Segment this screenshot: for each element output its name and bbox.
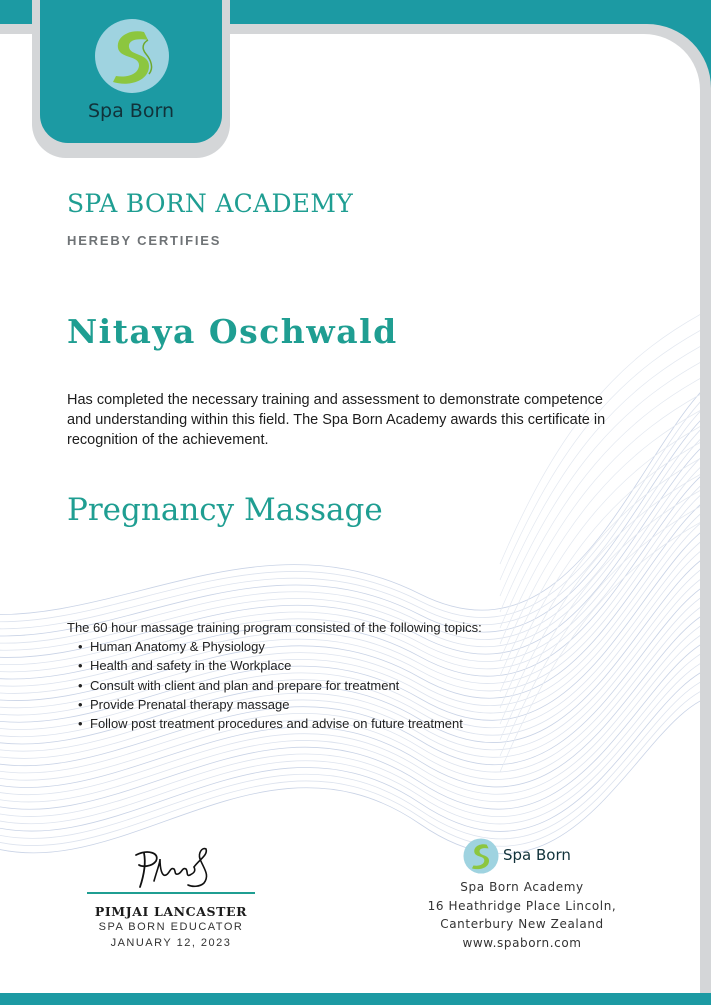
academy-address [402,878,642,952]
footer-brand-name: Spa Born [503,846,571,864]
handwritten-signature [130,845,215,890]
topic-item: • Provide Prenatal therapy massage [67,695,627,714]
address-line: Canterbury New Zealand [440,917,604,931]
wave-line [0,423,700,651]
address-line: 16 Heathridge Place Lincoln, [427,898,617,913]
topic-item: • Follow post treatment procedures and advise on future treatment [67,714,627,733]
topic-item: • Consult with client and plan and prepare for treatment [67,676,627,695]
academy-title: SPA BORN ACADEMY [67,189,354,218]
signature-date: JANUARY 12, 2023 [110,937,232,949]
signature-line [87,892,255,894]
recipient-name: Nitaya Oschwald [67,312,398,351]
footer-logo-icon [463,838,499,874]
certificate-statement: Has completed the necessary training and assessment to demonstrate competence and understanding within this field. The Spa Born Academy awards this certificate in recognition of the achievement. [67,392,606,448]
topic-item: • Health and safety in the Workplace [67,656,627,675]
program-intro: The 60 hour massage training program consisted of the following topics: [67,620,482,635]
bottom-frame-band [0,993,711,1005]
signer-name: PIMJAI LANCASTER [94,904,248,919]
program-topics [67,618,627,733]
topic-item: • Human Anatomy & Physiology [67,637,627,656]
spa-born-logo-icon [94,18,170,94]
course-title: Pregnancy Massage [67,492,383,528]
badge-brand-name: Spa Born [88,100,174,122]
address-line: www.spaborn.com [462,935,582,950]
signer-role: SPA BORN EDUCATOR [98,921,244,933]
address-line: Spa Born Academy [460,880,584,894]
hereby-certifies-label: HEREBY CERTIFIES [67,233,222,248]
topic-list [67,637,627,733]
